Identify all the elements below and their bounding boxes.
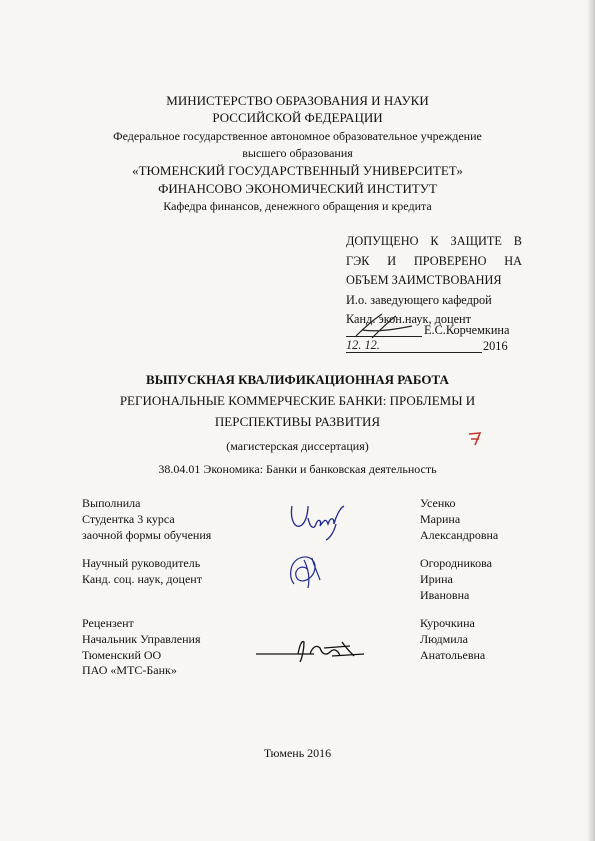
approval-date-line: [346, 352, 482, 353]
reviewer-name-block: [420, 616, 485, 663]
institution-level-line: высшего образования: [242, 146, 353, 160]
author-name-block: [420, 496, 498, 543]
supervisor-detail-1: Канд. соц. наук, доцент: [82, 571, 202, 586]
author-block: [82, 496, 211, 543]
work-subtitle: (магистерская диссертация): [226, 439, 369, 453]
supervisor-signature: [284, 550, 328, 592]
reviewer-detail-1: Начальник Управления: [82, 631, 201, 646]
red-mark: [466, 430, 486, 448]
approval-line-3: ОБЪЕМ ЗАИМСТВОВАНИЯ: [346, 273, 502, 287]
work-title-line-2: ПЕРСПЕКТИВЫ РАЗВИТИЯ: [214, 414, 381, 429]
approval-year: 2016: [483, 339, 508, 353]
author-first-name: Марина: [420, 511, 461, 526]
approval-line-2: ГЭК И ПРОВЕРЕНО НА: [346, 253, 522, 268]
author-patronymic: Александровна: [420, 527, 499, 542]
supervisor-name-block: [420, 556, 492, 603]
department-name: Кафедра финансов, денежного обращения и кредита: [163, 199, 432, 213]
city-year: Тюмень 2016: [263, 746, 332, 760]
university-name: «ТЮМЕНСКИЙ ГОСУДАРСТВЕННЫЙ УНИВЕРСИТЕТ»: [132, 163, 463, 178]
reviewer-block: [82, 616, 201, 679]
reviewer-first-name: Людмила: [420, 631, 468, 646]
institute-name: ФИНАНСОВО ЭКОНОМИЧЕСКИЙ ИНСТИТУТ: [158, 181, 437, 196]
ministry-line-2: РОССИЙСКОЙ ФЕДЕРАЦИИ: [212, 110, 383, 125]
work-type-heading: ВЫПУСКНАЯ КВАЛИФИКАЦИОННАЯ РАБОТА: [146, 372, 449, 387]
reviewer-detail-3: ПАО «МТС-Банк»: [82, 663, 177, 678]
supervisor-surname: Огородникова: [420, 556, 492, 570]
work-title-line-1: РЕГИОНАЛЬНЫЕ КОММЕРЧЕСКИЕ БАНКИ: ПРОБЛЕМЫ И: [119, 393, 476, 408]
author-role: Выполнила: [82, 496, 141, 510]
author-detail-1: Студентка 3 курса: [82, 511, 175, 526]
reviewer-surname: Курочкина: [420, 616, 475, 630]
author-detail-2: заочной формы обучения: [82, 527, 212, 542]
reviewer-patronymic: Анатольевна: [420, 647, 486, 662]
approval-signature: [352, 308, 422, 342]
approval-line-4: И.о. заведующего кафедрой: [346, 292, 492, 307]
approval-line-1: ДОПУЩЕНО К ЗАЩИТЕ В: [346, 234, 522, 248]
author-signature: [286, 498, 352, 542]
specialty-line: 38.04.01 Экономика: Банки и банковская деятельность: [158, 462, 437, 476]
supervisor-role: Научный руководитель: [82, 556, 201, 570]
author-surname: Усенко: [420, 496, 456, 510]
approval-date-handwritten: 12. 12.: [346, 338, 380, 352]
institution-type-line: Федеральное государственное автономное образовательное учреждение: [113, 129, 482, 143]
reviewer-signature: [254, 634, 374, 666]
supervisor-patronymic: Ивановна: [420, 587, 470, 602]
approval-line-5: Канд. экон.наук, доцент: [346, 312, 471, 326]
reviewer-role: Рецензент: [82, 616, 134, 630]
supervisor-first-name: Ирина: [420, 571, 453, 586]
approval-signer: Е.С.Корчемкина: [424, 323, 510, 337]
reviewer-detail-2: Тюменский ОО: [82, 647, 162, 662]
supervisor-block: [82, 556, 202, 588]
ministry-line-1: МИНИСТЕРСТВО ОБРАЗОВАНИЯ И НАУКИ: [166, 93, 429, 108]
